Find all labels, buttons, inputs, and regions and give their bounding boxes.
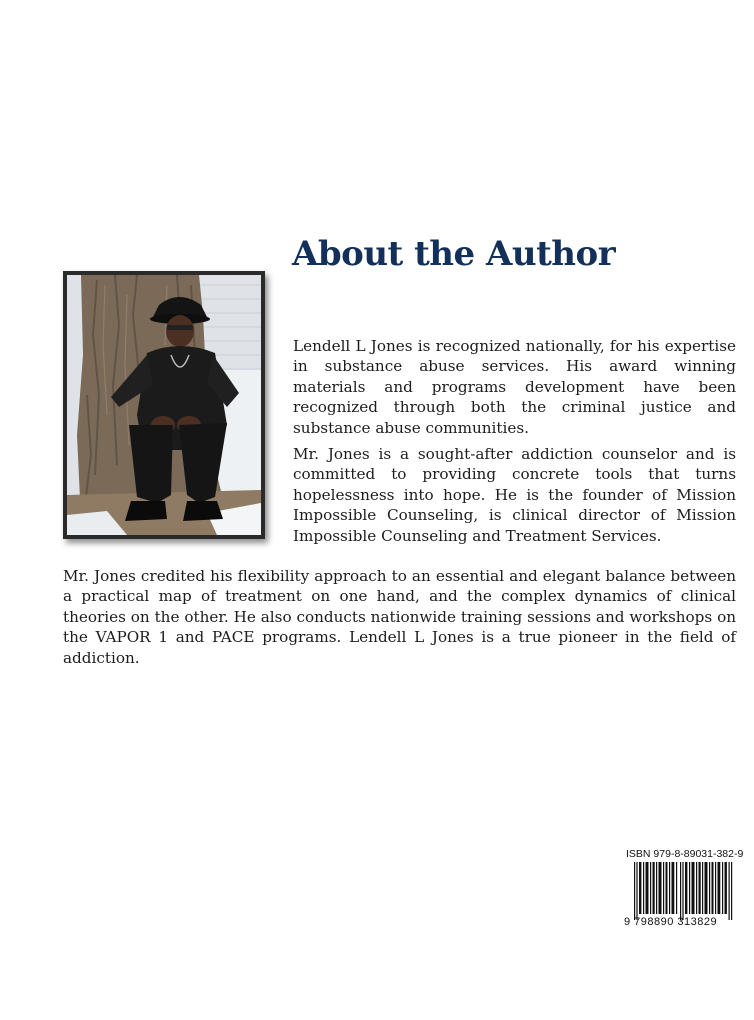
isbn-barcode [620,846,744,938]
bio-paragraph-3: Mr. Jones credited his flexibility approach to an essential and elegant balance between a practical map of treatment on one hand, and the complex dynamics of clinical theories on the other. He also conducts nationwide training sessions and workshops on the VAPOR 1 and PACE programs. Lendell L Jones is a true pioneer in the field of addiction. [63,567,736,667]
barcode-bars [634,862,734,920]
bio-paragraph-2: Mr. Jones is a sought-after addiction counselor and is committed to providing concrete tools that turns hopelessness into hope. He is the founder of Mission Impossible Counseling, is clinical director of Mission Impossible Counseling and Treatment Services. [293,445,736,545]
barcode-digits: 9 798890 313829 [624,916,718,928]
bio-paragraph-1: Lendell L Jones is recognized nationally, for his expertise in substance abuse services. His award winning materials and programs development have been recognized through both the criminal justice and substance abuse communities. [293,337,736,437]
author-photo [67,275,261,535]
author-photo-frame [63,271,265,539]
page-title: About the Author [292,234,616,274]
isbn-label: ISBN 979-8-89031-382-9 [626,848,744,860]
